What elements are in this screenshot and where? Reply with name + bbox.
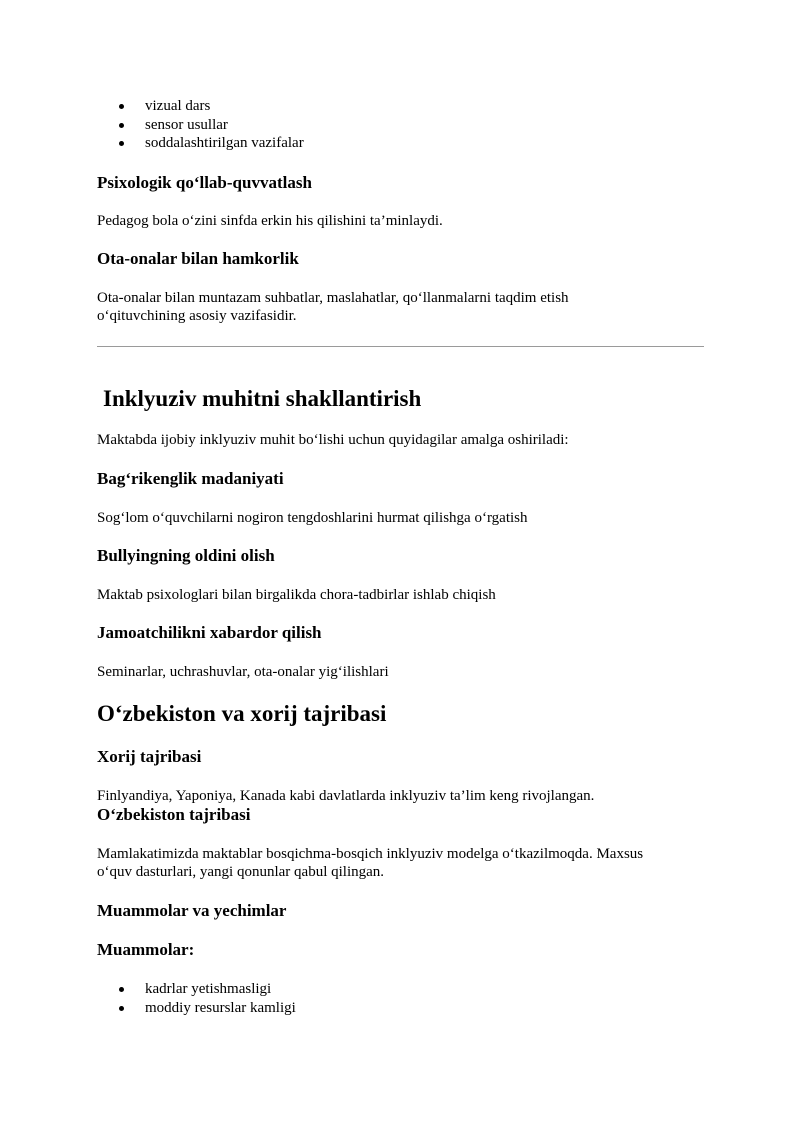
foreign-heading: Xorij tajribasi	[97, 747, 202, 766]
psych-text: Pedagog bola o‘zini sinfda erkin his qilishini ta’minlaydi.	[97, 213, 443, 229]
public-heading: Jamoatchilikni xabardor qilish	[97, 623, 322, 642]
list-item-text: vizual dars	[145, 98, 211, 114]
list-item-text: kadrlar yetishmasligi	[145, 981, 272, 997]
uz-text-line2: o‘quv dasturlari, yangi qonunlar qabul qilingan.	[97, 864, 385, 880]
inclusive-heading: Inklyuziv muhitni shakllantirish	[103, 386, 422, 411]
tolerance-heading: Bag‘rikenglik madaniyati	[97, 469, 284, 488]
bullet-icon	[119, 104, 124, 109]
problems-subheading: Muammolar:	[97, 940, 195, 959]
list-item-text: sensor usullar	[145, 116, 228, 133]
list-item	[97, 97, 304, 116]
bullying-text: Maktab psixologlari bilan birgalikda chora-tadbirlar ishlab chiqish	[97, 587, 496, 603]
bullet-icon	[119, 123, 124, 128]
parents-text-line1: Ota-onalar bilan muntazam suhbatlar, maslahatlar, qo‘llanmalarni taqdim etish	[97, 290, 569, 306]
list-item	[97, 999, 296, 1018]
list-item-text: soddalashtirilgan vazifalar	[145, 135, 304, 151]
parents-text-line2: o‘qituvchining asosiy vazifasidir.	[97, 308, 297, 324]
problems-bullet-list	[97, 980, 296, 1017]
horizontal-divider	[97, 346, 704, 347]
list-item	[97, 116, 304, 135]
bullet-icon	[119, 1006, 124, 1011]
problems-heading: Muammolar va yechimlar	[97, 901, 287, 920]
uz-heading: O‘zbekiston tajribasi	[97, 805, 251, 824]
psych-heading: Psixologik qo‘llab-quvvatlash	[97, 173, 312, 192]
public-text: Seminarlar, uchrashuvlar, ota-onalar yig‘ilishlari	[97, 664, 389, 680]
bullet-icon	[119, 141, 124, 146]
list-item	[97, 134, 304, 153]
top-bullet-list	[97, 97, 304, 153]
uz-text-line1: Mamlakatimizda maktablar bosqichma-bosqich inklyuziv modelga o‘tkazilmoqda. Maxsus	[97, 846, 644, 862]
experience-heading: O‘zbekiston va xorij tajribasi	[97, 701, 387, 726]
list-item-text: moddiy resurslar kamligi	[145, 999, 296, 1016]
foreign-text: Finlyandiya, Yaponiya, Kanada kabi davlatlarda inklyuziv ta’lim keng rivojlangan.	[97, 788, 595, 804]
list-item	[97, 980, 296, 999]
bullet-icon	[119, 987, 124, 992]
parents-heading: Ota-onalar bilan hamkorlik	[97, 249, 299, 268]
tolerance-text: Sog‘lom o‘quvchilarni nogiron tengdoshlarini hurmat qilishga o‘rgatish	[97, 510, 528, 526]
inclusive-intro: Maktabda ijobiy inklyuziv muhit bo‘lishi uchun quyidagilar amalga oshiriladi:	[97, 432, 569, 448]
bullying-heading: Bullyingning oldini olish	[97, 546, 275, 565]
